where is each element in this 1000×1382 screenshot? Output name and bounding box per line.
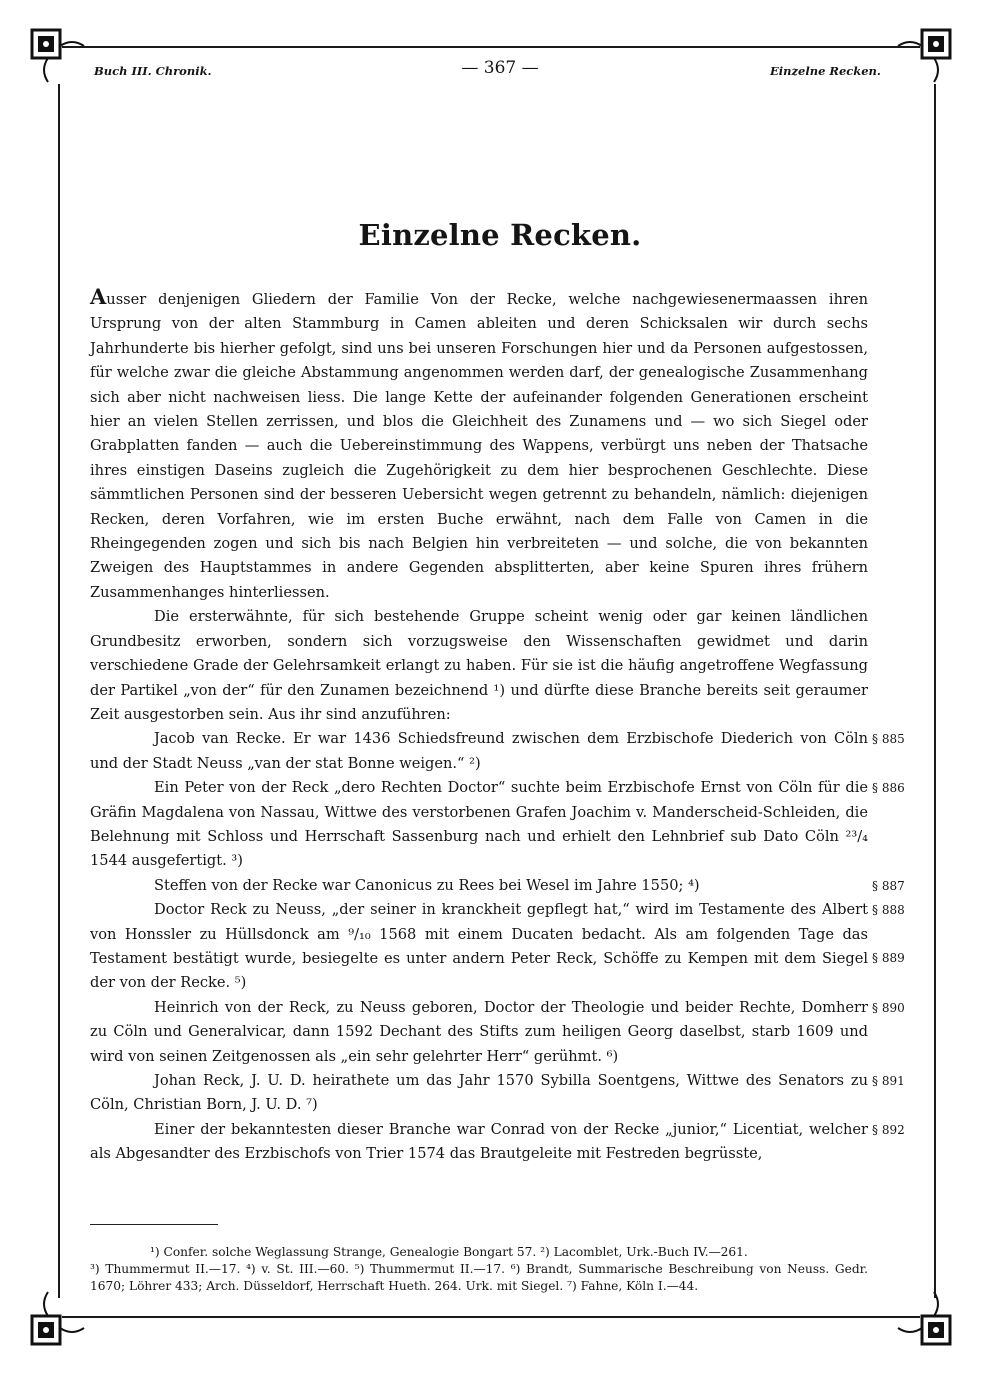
entry-text: Johan Reck, J. U. D. heirathete um das Jahr 1570 Sybilla Soentgens, Wittwe des Senators zu Cöln, Christian Born, J. U. D. ⁷) (90, 1072, 868, 1114)
footnote-line: ¹) Confer. solche Weglassung Strange, Genealogie Bongart 57. ²) Lacomblet, Urk.-Buch IV.—261. (150, 1245, 748, 1259)
footnote-line: ³) Thummermut II.—17. ⁴) v. St. III.—60. ⁵) Thummermut II.—17. ⁶) Brandt, Summarische Beschreibung von Neuss. Gedr. 1670; Löhrer 433; Arch. Düsseldorf, Herrschaft Hueth. 264. Urk. mit Siegel. ⁷) Fahne, Köln I.—44. (90, 1262, 868, 1293)
footnotes (90, 1244, 868, 1295)
header-left: Buch III. Chronik. (94, 64, 212, 78)
ornament-bottom-right-icon (896, 1290, 958, 1352)
entry-text: Doctor Reck zu Neuss, „der seiner in kranckheit gepflegt hat,“ wird im Testamente des Albert von Honssler zu Hüllsdonck am ⁹/₁₀ 1568 mit einem Ducaten bedacht. Als am folgenden Tage das Testament bestätigt wurde, besiegelte es unter andern Peter Reck, Schöffe zu Kempen mit dem Siegel der von der Recke. ⁵) (90, 901, 868, 992)
drop-cap: A (90, 284, 107, 309)
entry (90, 727, 905, 776)
entry (90, 898, 905, 996)
section-mark: § 887 (872, 878, 905, 893)
body-text (90, 284, 905, 1167)
page-title: Einzelne Recken. (358, 218, 642, 252)
entry-text: Steffen von der Recke war Canonicus zu Rees bei Wesel im Jahre 1550; ⁴) (154, 876, 700, 894)
entry (90, 1118, 905, 1167)
footnote-rule (90, 1224, 218, 1225)
ornament-bottom-left-icon (24, 1290, 86, 1352)
entry-text: Ein Peter von der Reck „dero Rechten Doctor“ suchte beim Erzbischofe Ernst von Cöln für die Gräfin Magdalena von Nassau, Wittwe des verstorbenen Grafen Joachim v. Manderscheid-Schleiden, die Belehnung mit Schloss und Herrschaft Sassenburg nach und erhielt den Lehnbrief sub Dato Cöln ²³/₄ 1544 ausgefertigt. ³) (90, 779, 868, 870)
entry-text: Heinrich von der Reck, zu Neuss geboren, Doctor der Theologie und beider Rechte, Domherr zu Cöln und Generalvicar, dann 1592 Dechant des Stifts zum heiligen Georg daselbst, starb 1609 und wird von seinen Zeitgenossen als „ein sehr gelehrter Herr“ gerühmt. ⁶) (90, 998, 868, 1065)
section-mark: § 885 (872, 732, 905, 747)
page-number: — 367 — (461, 58, 539, 78)
section-mark: § 886 (872, 781, 905, 796)
entry (90, 1069, 905, 1118)
section-mark: § 888 (872, 903, 905, 918)
section-mark: § 889 (872, 951, 905, 966)
entry-text: Jacob van Recke. Er war 1436 Schiedsfreund zwischen dem Erzbischofe Diederich von Cöln und der Stadt Neuss „van der stat Bonne weigen.“ ²) (90, 730, 868, 772)
paragraph-group: Die ersterwähnte, für sich bestehende Gruppe scheint wenig oder gar keinen ländlichen Grundbesitz erworben, sondern sich vorzugsweise den Wissenschaften gewidmet und darin verschiedene Grade der Gelehrsamkeit erlangt zu haben. Für sie ist die häufig angetroffene Wegfassung der Partikel „von der“ für den Zunamen bezeichnend ¹) und dürfte diese Branche bereits seit geraumer Zeit ausgestorben sein. Aus ihr sind anzuführen: (90, 608, 868, 723)
frame-right-line (934, 84, 936, 1298)
entry (90, 776, 905, 874)
paragraph-intro-text: usser denjenigen Gliedern der Familie Von der Recke, welche nachgewiesenermaassen ihren Ursprung von der alten Stammburg in Camen ableiten und deren Schicksalen wir durch sechs Jahrhunderte bis hierher gefolgt, sind uns bei unseren Forschungen hier und da Personen aufgestossen, für welche zwar die gleiche Abstammung angenommen werden darf, der genealogische Zusammenhang sich aber nicht nachweisen liess. Die lange Kette der aufeinander folgenden Generationen erscheint hier an vielen Stellen zerrissen, und blos die Gleichheit des Zunamens und — wo sich Siegel oder Grabplatten fanden — auch die Uebereinstimmung des Wappens, verbürgt uns neben der Thatsache ihres einstigen Daseins zugleich die Zugehörigkeit zu dem hier besprochenen Geschlechte. Diese sämmtlichen Personen sind der besseren Uebersicht wegen getrennt zu behandeln, nämlich: diejenigen Recken, deren Vorfahren, wie im ersten Buche erwähnt, nach dem Falle von Camen in die Rheingegenden zogen und sich bis nach Belgien hin verbreiteten — und solche, die von bekannten Zweigen des Hauptstammes in andere Gegenden absplitterten, aber keine Spuren ihres frühern Zusammenhanges hinterliessen. (90, 291, 868, 601)
section-mark: § 892 (872, 1122, 905, 1137)
frame-top-line (62, 46, 920, 48)
section-mark: § 891 (872, 1074, 905, 1088)
section-mark: § 890 (872, 1000, 905, 1015)
entry-text: Einer der bekanntesten dieser Branche war Conrad von der Recke „junior,“ Licentiat, welcher als Abgesandter des Erzbischofs von Trier 1574 das Brautgeleite mit Festreden begrüsste, (90, 1120, 868, 1163)
entry (90, 996, 905, 1069)
entry (90, 874, 905, 898)
paragraph-intro (90, 284, 868, 605)
header-right: Einzelne Recken. (770, 64, 881, 78)
frame-bottom-line (62, 1316, 920, 1318)
frame-left-line (58, 84, 60, 1298)
